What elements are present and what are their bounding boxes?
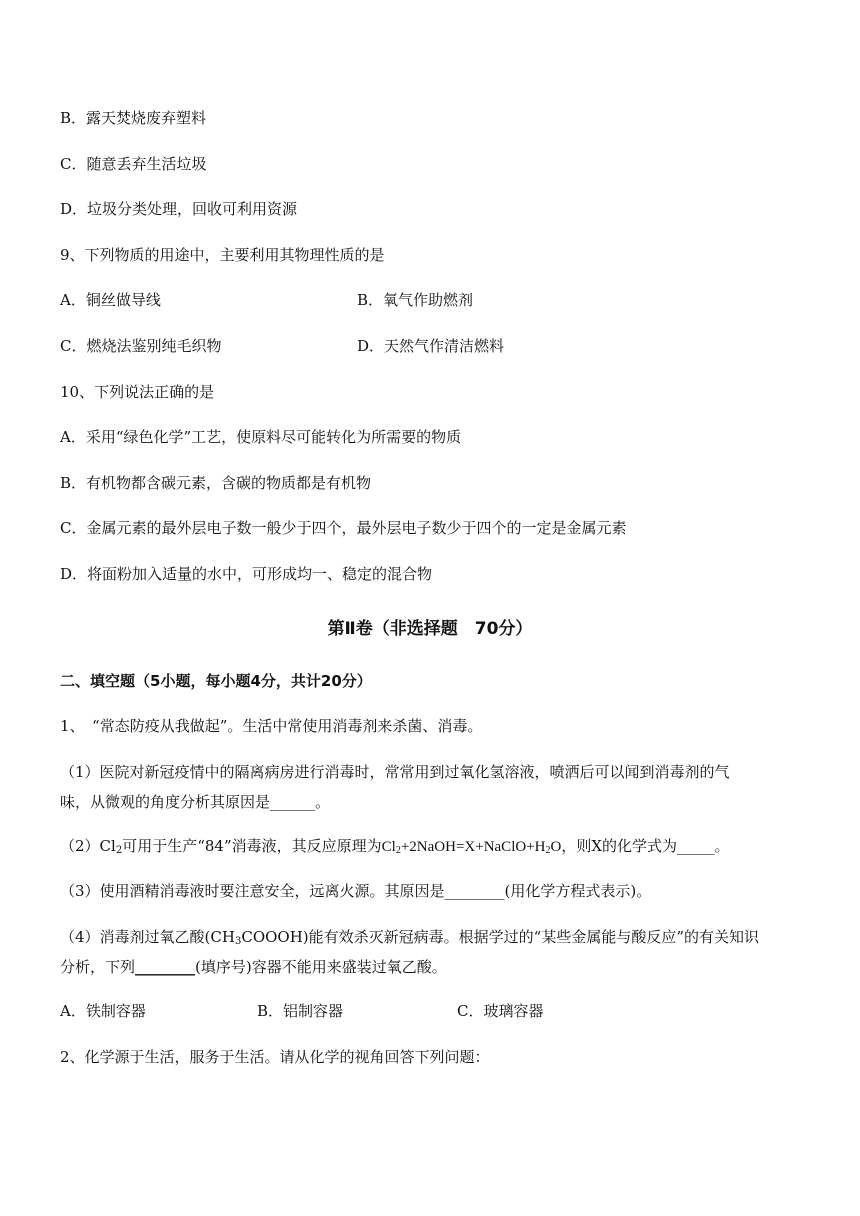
q9-stem: 9、下列物质的用途中，主要利用其物理性质的是 [60,246,385,264]
q9-option-b: B．氧气作助燃剂 [357,291,474,309]
q9-option-c: C．燃烧法鉴别纯毛织物 [60,337,222,355]
q10-option-b: B．有机物都含碳元素，含碳的物质都是有机物 [60,474,372,492]
section-title: 第Ⅱ卷（非选择题 70分） [327,619,533,639]
q10-option-c: C．金属元素的最外层电子数一般少于四个，最外层电子数少于四个的一定是金属元素 [60,519,627,537]
eq-end: O [550,839,562,855]
eq-h-subscript: 2 [545,845,551,856]
q8-option-c: C．随意丢弃生活垃圾 [60,155,207,173]
fill1-stem: 1、 “常态防疫从我做起”。生活中常使用消毒剂来杀菌、消毒。 [60,717,483,735]
fill1-option-c: C．玻璃容器 [457,1002,544,1020]
fill1-sub4-line1-post: COOOH)能有效杀灭新冠病毒。根据学过的“某些金属能与酸反应”的有关知识 [241,928,759,946]
fill2-stem: 2、化学源于生活，服务于生活。请从化学的视角回答下列问题： [60,1048,490,1066]
fill1-sub4-line2 [60,957,447,977]
q8-option-d: D．垃圾分类处理，回收可利用资源 [60,200,298,218]
q10-option-a: A．采用“绿色化学”工艺，使原料尽可能转化为所需要的物质 [60,428,462,446]
fill1-sub2-prefix: （2）Cl [60,837,116,855]
eq-cl: Cl [381,839,396,855]
fill1-sub4-line2-post: (填序号)容器不能用来盛装过氧乙酸。 [195,958,447,976]
fill1-sub4-line1 [60,927,759,947]
fill1-sub2 [60,836,730,857]
q10-stem: 10、下列说法正确的是 [60,383,215,401]
fill1-option-b: B．铝制容器 [257,1002,344,1020]
fill1-sub4-blank: ________ [135,958,196,976]
fill1-sub2-subscript: 2 [115,845,123,856]
fill1-sub3: （3）使用酒精消毒液时要注意安全，远离火源。其原因是________(用化学方程式表示)。 [60,882,652,900]
fill1-sub2-post: ，则X的化学式为_____。 [561,837,730,855]
q8-option-b: B．露天焚烧废弃塑料 [60,109,207,127]
eq-cl-subscript: 2 [395,845,401,856]
fill1-sub1-line1: （1）医院对新冠疫情中的隔离病房进行消毒时，常常用到过氧化氢溶液，喷洒后可以闻到消毒剂的气 [60,763,730,781]
fill1-option-a: A．铁制容器 [60,1002,146,1020]
fill1-sub4-subscript: 3 [234,936,242,947]
fill1-sub1-line2: 味，从微观的角度分析其原因是______。 [60,793,331,811]
q9-option-a: A．铜丝做导线 [60,291,161,309]
reaction-equation [382,839,562,855]
q10-option-d: D．将面粉加入适量的水中，可形成均一、稳定的混合物 [60,565,433,583]
eq-middle: +2NaOH=X+NaClO+H [400,839,546,855]
part-title: 二、填空题（5小题，每小题4分，共计20分） [60,672,372,690]
fill1-sub4-line2-prefix: 分析，下列 [60,958,136,976]
fill1-sub2-middle: 可用于生产“84”消毒液，其反应原理为 [122,837,382,855]
q9-option-d: D．天然气作清洁燃料 [357,337,505,355]
fill1-sub4-line1-prefix: （4）消毒剂过氧乙酸(CH [60,928,235,946]
